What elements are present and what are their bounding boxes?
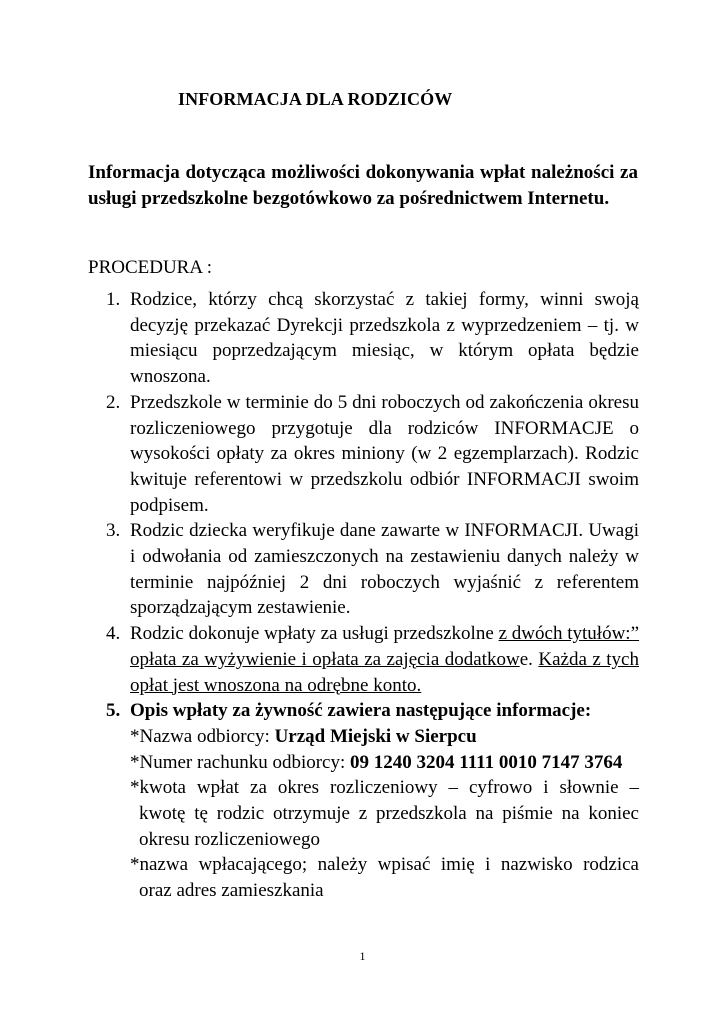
item-number: 2. <box>106 391 121 413</box>
underlined-text: z dwóch tytułów:” opłata za wyżywienie i opłata za zajęcia dodatkow <box>130 623 640 670</box>
list-item <box>88 390 639 519</box>
account-line <box>130 750 639 776</box>
amount-line: kwotę tę rodzic otrzymuje z przedszkola na piśmie na koniec <box>139 803 639 825</box>
payer-line: *nazwa wpłacającego; należy wpisać imię i nazwisko rodzica <box>130 854 639 876</box>
amount-line: okresu rozliczeniowego <box>139 828 320 850</box>
item-heading: Opis wpłaty za żywność zawiera następujące informacje: <box>130 700 592 722</box>
item-number: 5. <box>106 700 121 722</box>
procedure-list <box>88 287 639 904</box>
payer-line: oraz adres zamieszkania <box>139 880 324 902</box>
recipient-value: Urząd Miejski w Sierpcu <box>274 725 477 747</box>
item-number: 4. <box>106 623 121 645</box>
item-text: Rodzic dziecka weryfikuje dane zawarte w INFORMACJI. Uwagi i odwołania od zamieszczonych na zestawieniu danych należy w terminie najpóźniej 2 dni roboczych wyjaśnić z referentem sporządzającym zestawienie. <box>130 520 639 619</box>
item-content <box>130 698 639 904</box>
underlined-text-2: Każda z tych opłat jest wnoszona na odrębne konto. <box>130 648 639 696</box>
recipient-line <box>130 724 639 750</box>
item-text-plain: Rodzic dokonuje wpłaty za usługi przedszkolne <box>130 623 499 645</box>
page-number: 1 <box>359 949 366 963</box>
document-title: INFORMACJA DLA RODZICÓW <box>178 89 453 109</box>
list-item <box>88 518 639 621</box>
item-text <box>130 621 639 698</box>
list-item <box>88 698 639 904</box>
list-item <box>88 621 639 698</box>
account-label: *Numer rachunku odbiorcy: <box>130 751 351 773</box>
item-number: 1. <box>106 289 121 310</box>
intro-paragraph: Informacja dotycząca możliwości dokonywania wpłat należności za usługi przedszkolne bezgotówkowo za pośrednictwem Internetu. <box>88 162 638 209</box>
recipient-label: *Nazwa odbiorcy: <box>130 725 275 747</box>
list-item <box>88 287 639 390</box>
item-number: 3. <box>106 520 121 542</box>
account-value: 09 1240 3204 1111 0010 7147 3764 <box>350 751 623 773</box>
amount-line: *kwota wpłat za okres rozliczeniowy – cyfrowo i słownie – <box>130 777 639 799</box>
procedure-heading: PROCEDURA : <box>88 257 213 278</box>
item-text-after: e. <box>519 648 533 670</box>
item-text: Przedszkole w terminie do 5 dni roboczych od zakończenia okresu rozliczeniowego przygotuje dla rodziców INFORMACJE o wysokości opłaty za okres miniony (w 2 egzemplarzach). Rodzic kwituje referentowi w przedszkolu odbiór INFORMACJI swoim podpisem. <box>130 391 639 516</box>
item-text: Rodzice, którzy chcą skorzystać z takiej formy, winni swoją decyzję przekazać Dyrekcji przedszkola z wyprzedzeniem – tj. w miesiącu poprzedzającym miesiąc, w którym opłata będzie wnoszona. <box>130 289 639 388</box>
